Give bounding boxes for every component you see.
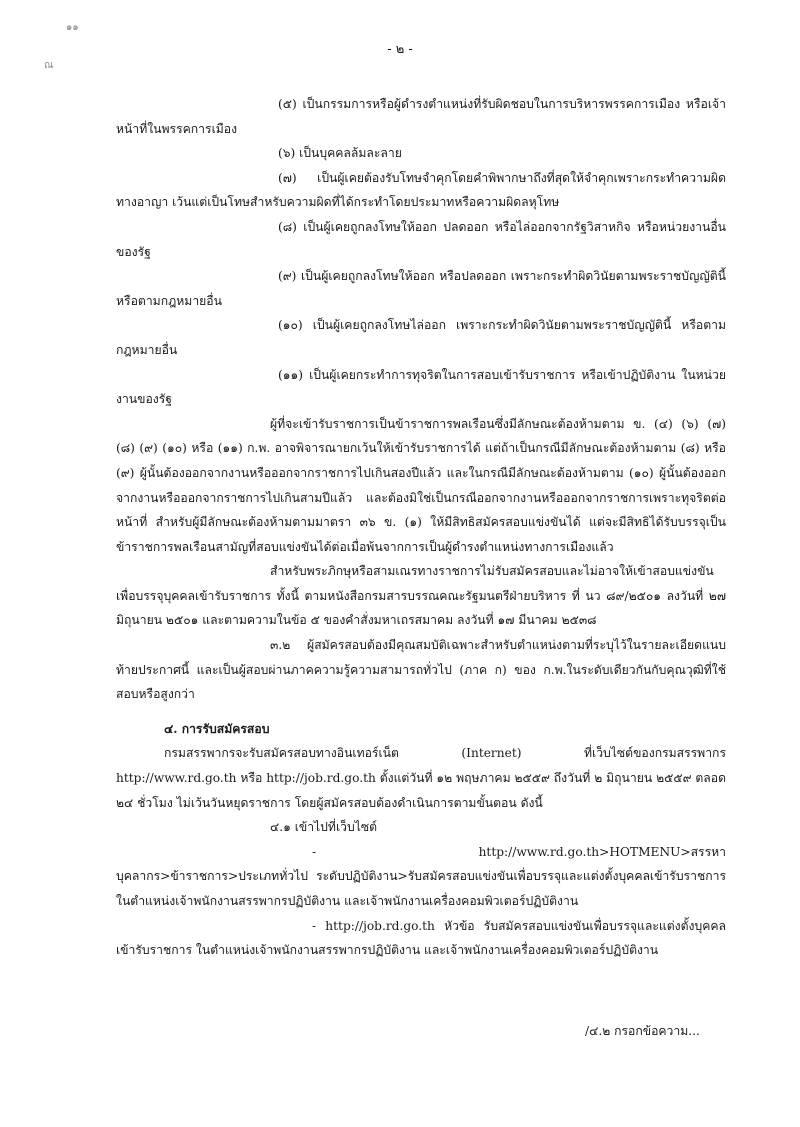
scan-mark: ณ xyxy=(44,60,54,71)
paragraph: (๑๑) เป็นผู้เคยกระทำการทุจริตในการสอบเข้ารับราชการ หรือเข้าปฏิบัติงาน ในหน่วยงานของรัฐ xyxy=(116,367,726,407)
paragraph: (๘) เป็นผู้เคยถูกลงโทษให้ออก ปลดออก หรือไล่ออกจากรัฐวิสาหกิจ หรือหน่วยงานอื่นของรัฐ xyxy=(116,219,726,259)
continuation-note: /๔.๒ กรอกข้อความ... xyxy=(585,1024,700,1038)
paragraph: (๖) เป็นบุคคลล้มละลาย xyxy=(278,146,402,161)
page-number: - ๒ - xyxy=(387,42,413,57)
paragraph-gap xyxy=(116,707,726,717)
paragraph: ผู้ที่จะเข้ารับราชการเป็นข้าราชการพลเรือนซึ่งมีลักษณะต้องห้ามตาม ข. (๔) (๖) (๗) (๘) (๙) (๑๐) หรือ (๑๑) ก.พ. อาจพิจารณายกเว้นให้เข้ารับราชการได้ แต่ถ้าเป็นกรณีมีลักษณะต้องห้ามตาม (๘) หรือ (๙) ผู้นั้นต้องออกจากงานหรือออกจากราชการไปเกินสองปีแล้ว และในกรณีมีลักษณะต้องห้ามตาม (๑๐) ผู้นั้นต้องออกจากงานหรือออกจากราชการไปเกินสามปีแล้ว และต้องมิใช่เป็นกรณีออกจากงานหรือออกจากราชการเพราะทุจริตต่อหน้าที่ สำหรับผู้มีลักษณะต้องห้ามตามมาตรา ๓๖ ข. (๑) ให้มีสิทธิสมัครสอบแข่งขันได้ แต่จะมีสิทธิได้รับบรรจุเป็นข้าราชการพลเรือนสามัญที่สอบแข่งขันได้ต่อเมื่อพ้นจากการเป็นผู้ดำรงตำแหน่งทางการเมืองแล้ว xyxy=(116,416,726,554)
scan-mark: ๑๑ xyxy=(66,22,79,33)
section-heading: ๔. การรับสมัครสอบ xyxy=(164,721,270,736)
paragraph: ๔.๑ เข้าไปที่เว็บไซต์ xyxy=(270,820,378,835)
paragraph: (๗) เป็นผู้เคยต้องรับโทษจำคุกโดยคำพิพากษาถึงที่สุดให้จำคุกเพราะกระทำความผิดทางอาญา เว้นแต่เป็นโทษสำหรับความผิดที่ได้กระทำโดยประมาทหรือความผิดลหุโทษ xyxy=(116,170,726,210)
paragraph: - http://job.rd.go.th หัวข้อ รับสมัครสอบแข่งขันเพื่อบรรจุและแต่งตั้งบุคคลเข้ารับราชการ ในตำแหน่งเจ้าพนักงานสรรพากรปฏิบัติงาน และเจ้าพนักงานเครื่องคอมพิวเตอร์ปฏิบัติงาน xyxy=(116,918,726,958)
document-body xyxy=(116,92,726,963)
paragraph: (๙) เป็นผู้เคยถูกลงโทษให้ออก หรือปลดออก เพราะกระทำผิดวินัยตามพระราชบัญญัตินี้หรือตามกฎหมายอื่น xyxy=(116,269,726,308)
paragraph: ๓.๒ ผู้สมัครสอบต้องมีคุณสมบัติเฉพาะสำหรับตำแหน่งตามที่ระบุไว้ในรายละเอียดแนบท้ายประกาศนี้ และเป็นผู้สอบผ่านภาคความรู้ความสามารถทั่วไป (ภาค ก) ของ ก.พ.ในระดับเดียวกันกับคุณวุฒิที่ใช้สอบหรือสูงกว่า xyxy=(116,638,726,702)
paragraph: (๕) เป็นกรรมการหรือผู้ดำรงตำแหน่งที่รับผิดชอบในการบริหารพรรคการเมือง หรือเจ้าหน้าที่ในพรรคการเมือง xyxy=(116,97,726,136)
paragraph: (๑๐) เป็นผู้เคยถูกลงโทษไล่ออก เพราะกระทำผิดวินัยตามพระราชบัญญัตินี้ หรือตามกฎหมายอื่น xyxy=(116,318,726,357)
paragraph: กรมสรรพากรจะรับสมัครสอบทางอินเทอร์เน็ต (Internet) ที่เว็บไซต์ของกรมสรรพากร http://www.rd.go.th หรือ http://job.rd.go.th ตั้งแต่วันที่ ๑๒ พฤษภาคม ๒๕๕๙ ถึงวันที่ ๒ มิถุนายน ๒๕๕๙ ตลอด ๒๔ ชั่วโมง ไม่เว้นวันหยุดราชการ โดยผู้สมัครสอบต้องดำเนินการตามขั้นตอน ดังนี้ xyxy=(116,746,726,810)
paragraph: สำหรับพระภิกษุหรือสามเณรทางราชการไม่รับสมัครสอบและไม่อาจให้เข้าสอบแข่งขันเพื่อบรรจุบุคคลเข้ารับราชการ ทั้งนี้ ตามหนังสือกรมสารบรรณคณะรัฐมนตรีฝ่ายบริหาร ที่ นว ๘๙/๒๕๐๑ ลงวันที่ ๒๗ มิถุนายน ๒๕๐๑ และตามความในข้อ ๕ ของคำสั่งมหาเถรสมาคม ลงวันที่ ๑๗ มีนาคม ๒๕๓๘ xyxy=(116,564,726,628)
paragraph: - http://www.rd.go.th>HOTMENU>สรรหาบุคลากร>ข้าราชการ>ประเภททั่วไป ระดับปฏิบัติงาน>รับสมัครสอบแข่งขันเพื่อบรรจุและแต่งตั้งบุคคลเข้ารับราชการ ในตำแหน่งเจ้าพนักงานสรรพากรปฏิบัติงาน และเจ้าพนักงานเครื่องคอมพิวเตอร์ปฏิบัติงาน xyxy=(116,844,726,908)
